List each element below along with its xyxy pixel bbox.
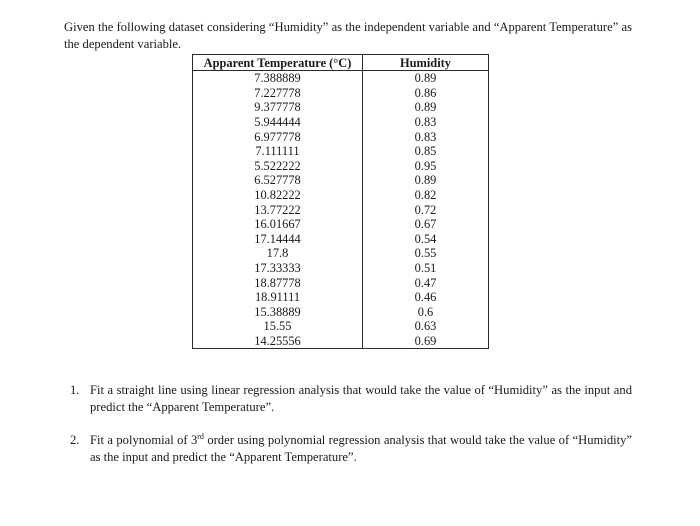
humidity-cell: 0.83 (363, 129, 489, 144)
humidity-cell: 0.89 (363, 173, 489, 188)
apparent-temperature-cell: 7.111111 (193, 144, 363, 159)
apparent-temperature-cell: 16.01667 (193, 217, 363, 232)
apparent-temperature-cell: 15.38889 (193, 305, 363, 320)
table-row (193, 334, 489, 349)
apparent-temperature-cell: 14.25556 (193, 334, 363, 349)
intro-paragraph: Given the following dataset considering “Humidity” as the independent variable and “Apparent Temperature” as the dependent variable. (64, 19, 632, 51)
humidity-cell: 0.86 (363, 86, 489, 101)
humidity-cell: 0.47 (363, 275, 489, 290)
apparent-temperature-cell: 13.77222 (193, 202, 363, 217)
humidity-cell: 0.63 (363, 319, 489, 334)
apparent-temperature-cell: 5.522222 (193, 159, 363, 174)
humidity-cell: 0.51 (363, 261, 489, 276)
humidity-cell: 0.89 (363, 71, 489, 86)
question-text (90, 433, 632, 464)
apparent-temperature-cell: 18.91111 (193, 290, 363, 305)
apparent-temperature-cell: 18.87778 (193, 275, 363, 290)
table-row (193, 71, 489, 86)
humidity-cell: 0.89 (363, 100, 489, 115)
humidity-cell: 0.95 (363, 159, 489, 174)
question-number: 1. (70, 383, 80, 397)
table-row (193, 217, 489, 232)
apparent-temperature-cell: 17.8 (193, 246, 363, 261)
humidity-cell: 0.46 (363, 290, 489, 305)
table-row (193, 232, 489, 247)
table-row (193, 173, 489, 188)
apparent-temperature-cell: 7.388889 (193, 71, 363, 86)
apparent-temperature-cell: 6.527778 (193, 173, 363, 188)
table-row (193, 275, 489, 290)
table-row (193, 129, 489, 144)
apparent-temperature-cell: 17.14444 (193, 232, 363, 247)
table-row (193, 159, 489, 174)
table-row (193, 319, 489, 334)
table-header-row (193, 55, 489, 71)
question-item (64, 432, 632, 466)
question-list (64, 382, 632, 482)
table-row (193, 246, 489, 261)
humidity-cell: 0.6 (363, 305, 489, 320)
table-row (193, 305, 489, 320)
table-row (193, 290, 489, 305)
header-apparent-temperature: Apparent Temperature (°C) (193, 55, 363, 71)
humidity-cell: 0.55 (363, 246, 489, 261)
table-row (193, 144, 489, 159)
question-number: 2. (70, 433, 80, 447)
apparent-temperature-cell: 6.977778 (193, 129, 363, 144)
table-row (193, 202, 489, 217)
apparent-temperature-cell: 7.227778 (193, 86, 363, 101)
apparent-temperature-cell: 9.377778 (193, 100, 363, 115)
humidity-cell: 0.67 (363, 217, 489, 232)
table-row (193, 115, 489, 130)
header-humidity: Humidity (363, 55, 489, 71)
table-body (193, 71, 489, 349)
humidity-cell: 0.72 (363, 202, 489, 217)
humidity-cell: 0.82 (363, 188, 489, 203)
question-text: Fit a straight line using linear regression analysis that would take the value of “Humidity” as the input and predict the “Apparent Temperature”. (90, 383, 632, 414)
apparent-temperature-cell: 15.55 (193, 319, 363, 334)
apparent-temperature-cell: 17.33333 (193, 261, 363, 276)
table-row (193, 188, 489, 203)
apparent-temperature-cell: 10.82222 (193, 188, 363, 203)
table-row (193, 261, 489, 276)
apparent-temperature-cell: 5.944444 (193, 115, 363, 130)
question-text-start: Fit a polynomial of 3 (90, 433, 198, 447)
question-item (64, 382, 632, 416)
dataset-table (192, 54, 489, 349)
humidity-cell: 0.54 (363, 232, 489, 247)
humidity-cell: 0.83 (363, 115, 489, 130)
humidity-cell: 0.85 (363, 144, 489, 159)
table-row (193, 86, 489, 101)
ordinal-superscript: rd (197, 431, 204, 441)
humidity-cell: 0.69 (363, 334, 489, 349)
question-text-end: order using polynomial regression analysis that would take the value of “Humidity” as the input and predict the “Apparent Temperature”. (90, 433, 632, 464)
table-row (193, 100, 489, 115)
